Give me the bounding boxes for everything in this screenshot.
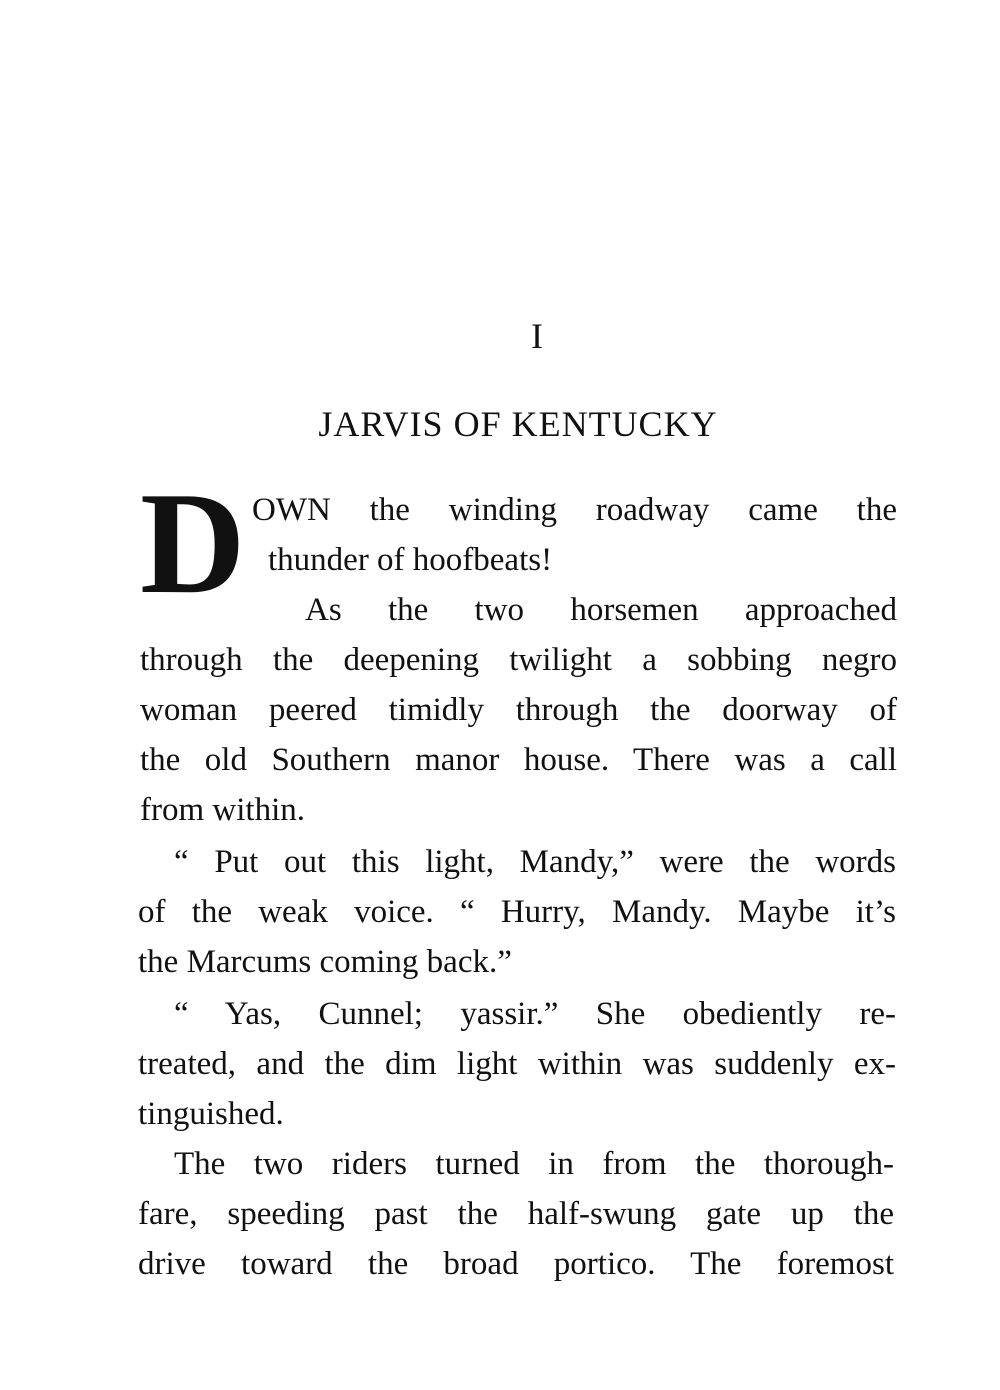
text-line: through the deepening twilight a sobbing negro bbox=[140, 642, 897, 678]
text-line: treated, and the dim light within was suddenly ex- bbox=[138, 1046, 896, 1082]
text-line: As the two horsemen approached bbox=[305, 592, 897, 628]
text-line: thunder of hoofbeats! bbox=[268, 542, 553, 578]
text-line: fare, speeding past the half-swung gate up the bbox=[138, 1196, 894, 1232]
text-line: the Marcums coming back.” bbox=[138, 944, 512, 980]
text-line: of the weak voice. “ Hurry, Mandy. Maybe it’s bbox=[138, 894, 896, 930]
text-line: “ Yas, Cunnel; yassir.” She obediently re- bbox=[174, 996, 896, 1032]
text-line: from within. bbox=[140, 792, 305, 828]
chapter-number: I bbox=[531, 316, 543, 356]
chapter-title: JARVIS OF KENTUCKY bbox=[318, 404, 718, 444]
text-line: OWN the winding roadway came the bbox=[252, 492, 897, 528]
text-line: woman peered timidly through the doorway of bbox=[140, 692, 897, 728]
text-line: tinguished. bbox=[138, 1096, 284, 1132]
text-line: the old Southern manor house. There was a call bbox=[140, 742, 897, 778]
text-line: drive toward the broad portico. The foremost bbox=[138, 1246, 894, 1282]
drop-cap: D bbox=[140, 462, 244, 624]
text-line: The two riders turned in from the thorough- bbox=[174, 1146, 894, 1182]
text-line: “ Put out this light, Mandy,” were the words bbox=[174, 844, 896, 880]
